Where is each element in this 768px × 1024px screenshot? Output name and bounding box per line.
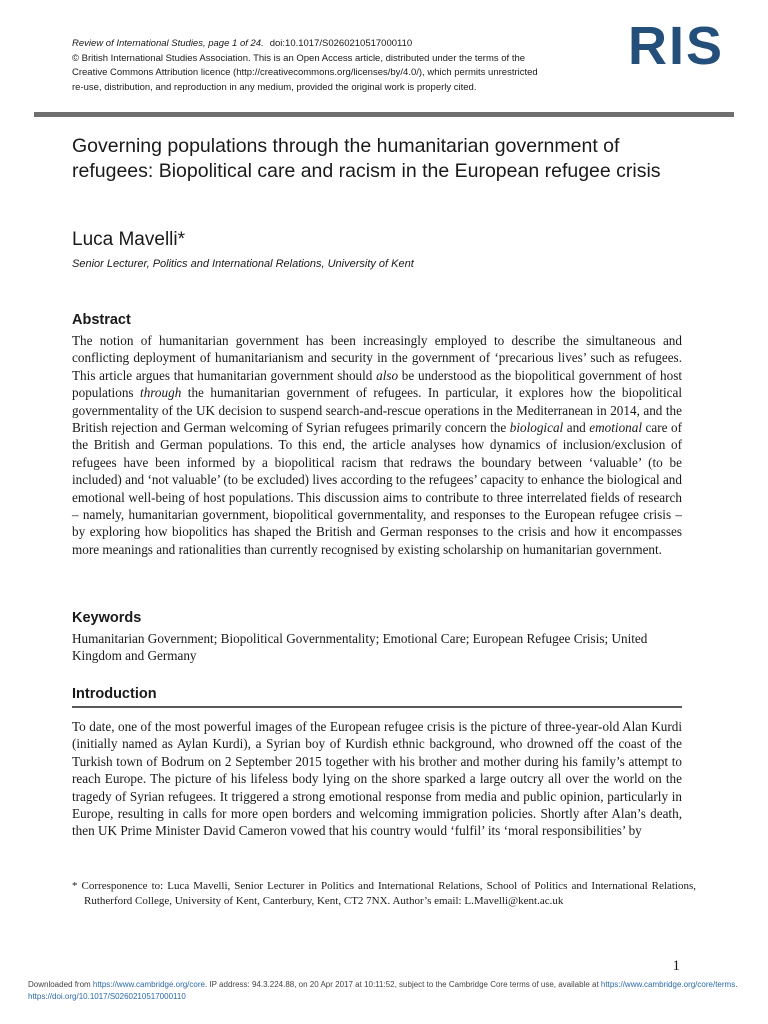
abstract-emphasis: also — [376, 367, 399, 383]
introduction-rule — [72, 706, 682, 708]
keywords-heading: Keywords — [72, 610, 142, 626]
download-text: Downloaded from — [28, 980, 93, 989]
license-line-1: © British International Studies Association. This is an Open Access article, distributed under the terms of the — [72, 52, 526, 64]
keywords-text: Humanitarian Government; Biopolitical Governmentality; Emotional Care; European Refugee Crisis; United Kingdom and Germany — [72, 631, 648, 664]
page-number: 1 — [672, 958, 680, 974]
abstract-part: care of the British and German populations. To this end, the article analyses how dynamics of inclusion/exclusion of refugees have been informed by a biopolitical racism that redraws the boundary between ‘valuable’ (to be included) and ‘not valuable’ (to be excluded) lives according to the refugees’ capacity to enhance the biological and emotional well-being of host populations. This discussion aims to contribute to three interrelated fields of research – namely, humanitarian government, biopolitical governmentality, and responses to the European refugee crisis – by exploring how biopolitics has shaped the British and German responses to the crisis and how it encompasses more meanings and rationalities than currently recognised by existing scholarship on humanitarian government. — [72, 420, 682, 557]
download-text: . — [735, 980, 738, 989]
doi-link[interactable]: https://doi.org/10.1017/S0260210517000110 — [28, 992, 186, 1001]
terms-link[interactable]: https://www.cambridge.org/core/terms — [600, 980, 736, 989]
footnote: * Corresponence to: Luca Mavelli, Senior Lecturer in Politics and International Relations, School of Politics and International Relations, Rutherford College, University of Kent, Canterbury, Kent, CT2 7NX. Author’s email: L.Mavelli@kent.ac.uk — [72, 880, 696, 907]
abstract-text — [72, 332, 682, 558]
license-line-3: re-use, distribution, and reproduction in any medium, provided the original work is properly cited. — [72, 81, 477, 93]
journal-citation: Review of International Studies, page 1 of 24. — [72, 38, 264, 49]
journal-logo: RIS — [627, 16, 724, 76]
abstract-emphasis: through — [140, 385, 182, 401]
abstract-emphasis: biological — [509, 420, 564, 436]
download-notice — [28, 979, 748, 1003]
header-rule — [34, 112, 734, 117]
download-text: . IP address: 94.3.224.88, on 20 Apr 2017 at 10:11:52, subject to the Cambridge Core terms of use, available at — [204, 980, 601, 989]
cambridge-core-link[interactable]: https://www.cambridge.org/core — [92, 980, 205, 989]
abstract-part: be understood as the biopolitical government of host populations — [72, 367, 683, 401]
author-name: Luca Mavelli* — [72, 229, 185, 250]
introduction-text: To date, one of the most powerful images of the European refugee crisis is the picture of three-year-old Alan Kurdi (initially named as Aylan Kurdi), a Syrian boy of Kurdish ethnic background, who drowned off the coast of the Turkish town of Bodrum on 2 September 2015 together with his brother and mother during his family’s attempt to reach Europe. The picture of his lifeless body lying on the shore sparked a large outcry all over the world on the tragedy of Syrian refugees. It triggered a strong emotional response from media and public opinion, particularly in Europe, resulting in calls for more open borders and welcoming immigration policies. Shortly after Alan’s death, then UK Prime Minister David Cameron vowed that his country would ‘fulfil’ its ‘moral responsibilities’ by — [72, 719, 682, 839]
license-line-2: Creative Commons Attribution licence (http://creativecommons.org/licenses/by/4.0/), which permits unrestricted — [72, 67, 538, 78]
doi-text: doi:10.1017/S0260210517000110 — [269, 38, 413, 49]
introduction-heading: Introduction — [72, 686, 157, 702]
author-affiliation: Senior Lecturer, Politics and International Relations, University of Kent — [72, 258, 414, 270]
article-title: Governing populations through the humanitarian government of refugees: Biopolitical care and racism in the European refugee crisis — [72, 135, 661, 182]
abstract-heading: Abstract — [72, 312, 131, 328]
citation-line — [72, 37, 632, 52]
journal-header — [72, 37, 632, 95]
abstract-part: the humanitarian government of refugees. In particular, it explores how the biopolitical governmentality of the UK decision to suspend search-and-rescue operations in the Mediterranean in 2014, and the British rejection and German welcoming of Syrian refugees primarily concern the — [72, 385, 682, 436]
abstract-part: and — [563, 420, 590, 436]
abstract-emphasis: emotional — [589, 420, 643, 436]
abstract-part: The notion of humanitarian government has been increasingly employed to describe the simultaneous and conflicting deployment of humanitarianism and security in the government of ‘precarious lives’ such as refugees. This article argues that humanitarian government should — [72, 333, 682, 383]
